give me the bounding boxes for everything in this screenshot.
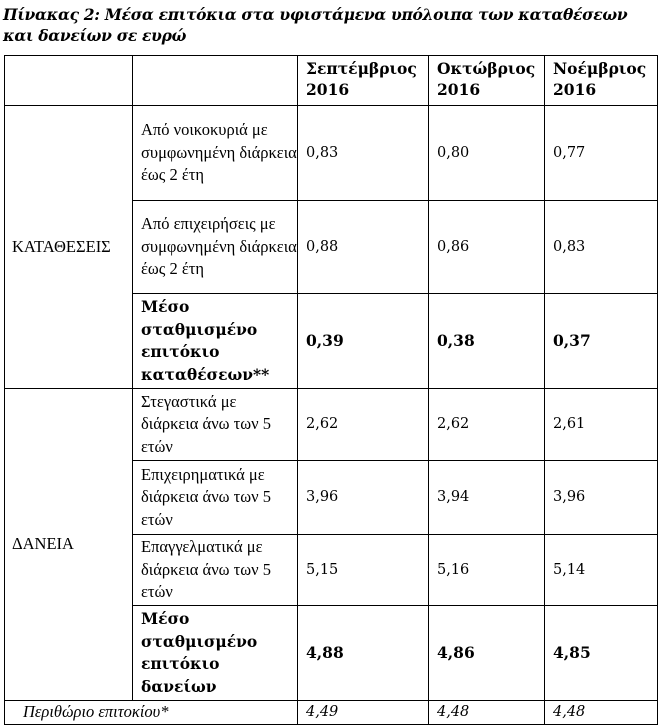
value-october: 0,86 — [429, 201, 545, 294]
value-november: 5,14 — [545, 535, 658, 606]
margin-label: Περιθώριο επιτοκίου* — [5, 701, 298, 725]
value-september: 5,15 — [298, 535, 429, 606]
loans-group-label: ΔΑΝΕΙΑ — [5, 389, 133, 701]
value-november: 0,83 — [545, 201, 658, 294]
value-september: 0,39 — [298, 294, 429, 389]
header-september: Σεπτέμβριος 2016 — [298, 56, 429, 106]
value-october: 4,86 — [429, 606, 545, 701]
caption-line-1: Πίνακας 2: Μέσα επιτόκια στα υφιστάμενα υπόλοιπα των καταθέσεων — [3, 5, 628, 24]
header-empty-cell-2 — [133, 56, 298, 106]
value-october: 5,16 — [429, 535, 545, 606]
value-september: 0,88 — [298, 201, 429, 294]
margin-september: 4,49 — [298, 701, 429, 725]
value-november: 4,85 — [545, 606, 658, 701]
value-november: 0,77 — [545, 106, 658, 201]
header-row — [5, 56, 658, 106]
table-caption — [3, 4, 653, 46]
value-october: 3,94 — [429, 461, 545, 535]
row-label-average-loans: Μέσο σταθμισμένο επιτόκιο δανείων — [133, 606, 298, 701]
row-label: Από νοικοκυριά με συμφωνημένη διάρκεια έως 2 έτη — [133, 106, 298, 201]
table-row — [5, 389, 658, 461]
table-row — [5, 106, 658, 201]
value-november: 0,37 — [545, 294, 658, 389]
deposits-group-label: ΚΑΤΑΘΕΣΕΙΣ — [5, 106, 133, 389]
value-september: 4,88 — [298, 606, 429, 701]
value-october: 2,62 — [429, 389, 545, 461]
interest-rates-table — [4, 55, 658, 725]
value-november: 2,61 — [545, 389, 658, 461]
row-label: Από επιχειρήσεις με συμφωνημένη διάρκεια έως 2 έτη — [133, 201, 298, 294]
header-empty-cell-1 — [5, 56, 133, 106]
caption-line-2: και δανείων σε ευρώ — [3, 26, 187, 45]
value-september: 3,96 — [298, 461, 429, 535]
margin-november: 4,48 — [545, 701, 658, 725]
row-label: Στεγαστικά με διάρκεια άνω των 5 ετών — [133, 389, 298, 461]
value-october: 0,80 — [429, 106, 545, 201]
row-label: Επιχειρηματικά με διάρκεια άνω των 5 ετών — [133, 461, 298, 535]
value-october: 0,38 — [429, 294, 545, 389]
value-september: 0,83 — [298, 106, 429, 201]
row-label-average-deposits: Μέσο σταθμισμένο επιτόκιο καταθέσεων** — [133, 294, 298, 389]
value-november: 3,96 — [545, 461, 658, 535]
row-label: Επαγγελματικά με διάρκεια άνω των 5 ετών — [133, 535, 298, 606]
margin-row — [5, 701, 658, 725]
value-september: 2,62 — [298, 389, 429, 461]
header-october: Οκτώβριος 2016 — [429, 56, 545, 106]
margin-october: 4,48 — [429, 701, 545, 725]
header-november: Νοέμβριος 2016 — [545, 56, 658, 106]
